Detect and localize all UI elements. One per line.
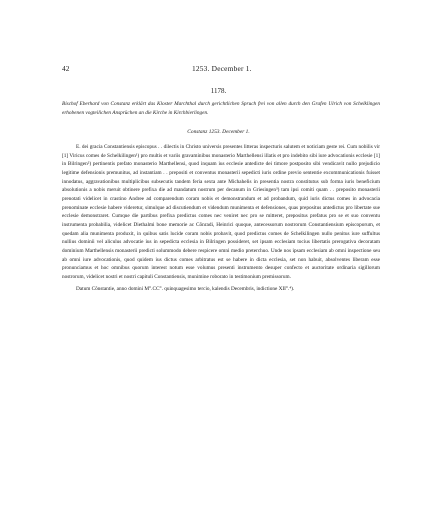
document-body xyxy=(62,143,380,293)
document-dateline: Constanz 1253. December 1. xyxy=(187,129,250,135)
document-number: 1178. xyxy=(210,87,227,95)
running-head-date: 1253. December 1. xyxy=(192,64,252,73)
page-number: 42 xyxy=(62,64,70,73)
document-summary: Bischof Eberhard von Constanz erklärt das Kloster Marchthal durch gerichtlichen Spruch frei von allen durch den Grafen Ulrich von Schelklingen erhobenen vogteilichen Ansprüchen an die Kirche in Kirchbierlingen. xyxy=(62,101,380,116)
running-head xyxy=(62,64,375,74)
closing-paragraph: Datum Cŏnstantie, anno domini M°.CC°. quinquagesimo tercio, kalendis Decembris, indictione XII°.⁴). xyxy=(76,285,295,292)
body-paragraph: E. dei gracia Constantiensis episcopus . . dilectis in Christo universis presentes litteras inspecturis salutem et noticiam geste rei. Cum nobilis vir [1] Viricus comes de Schelkilingen¹) pro multis et variis gravaminibus monasterio Marthellensi illatis et pro indebito sibi iure advocationis ecclesie [1] in Bilringen²) pertinentis prefato monasterio Marthellensi, quod inquam ius ecclesie antedicte dei timore postposito sibi vendicavit nullo prejudicio legitime defensionis premunitus, ad instantiam . . prepositi et conventus monasterii sepedicti iuris ordine previo sententie excommunicationis fuisset innodatus, aggravationibus multiplicibus subsecutis tandem feria sexta ante Michahelis in presentia nostra constitutus sub forma iuris beneficium absolutionis a nobis meruit obtinere prefixa die ad mandatum nostrum per decanum in Griesingen³) tam ipsi comiti quam . . preposito monasterii prenotati videlicet in crastino Andree ad comparendum coram nobis et demonstrandum et ad probandum, quid iuris dictus comes in advocacia prenominate ecclesie habere videretur, simulque ad discutiendum et videndum munimenta et defensiones, quas prepositus antedictus pro libertate sue ecclesie demonstraret. Cumque die partibus prefixa predictus comes nec veniret nec pro se mitteret, prepositus prefatus pro se et suo conventu instrumenta probabilia, videlicet Diethalmi bone memorie ac Cŏnradi, Heinrici quoque, antecessorum nostrorum Constantiensium episcoporum, et quedam alia munimenta produxit, in quibus satis lucide coram nobis probavit, quod predictus comes de Schelkilingen nullo penitus iure suffultus nullius dominii vel aliculus advocatie ius in sepedicta ecclesia in Bilringen possideret, set ipsam ecclesiam tocius libertatis prerogativa decoratam dominium Marthellensis monasterii predicti solummodo debere respicere omni medio preterchuo. Unde nos ipsam ecclesiam ab omni inspectione seu ab omni iure advocationis, quod quidem ius dictus comes arbitratus est se habere in dicta ecclesia, set non habuit, absolventes liberam esse pronunciamus et hoc omnibus quorum interest notum esse volumus presenti instrumento desuper confecto et auctoritate ordinaria sigillorum nostrorum, videlicet nostri et nostri capituli Constantiensis, munimine roborato in testimonium premissorum. xyxy=(62,144,380,280)
